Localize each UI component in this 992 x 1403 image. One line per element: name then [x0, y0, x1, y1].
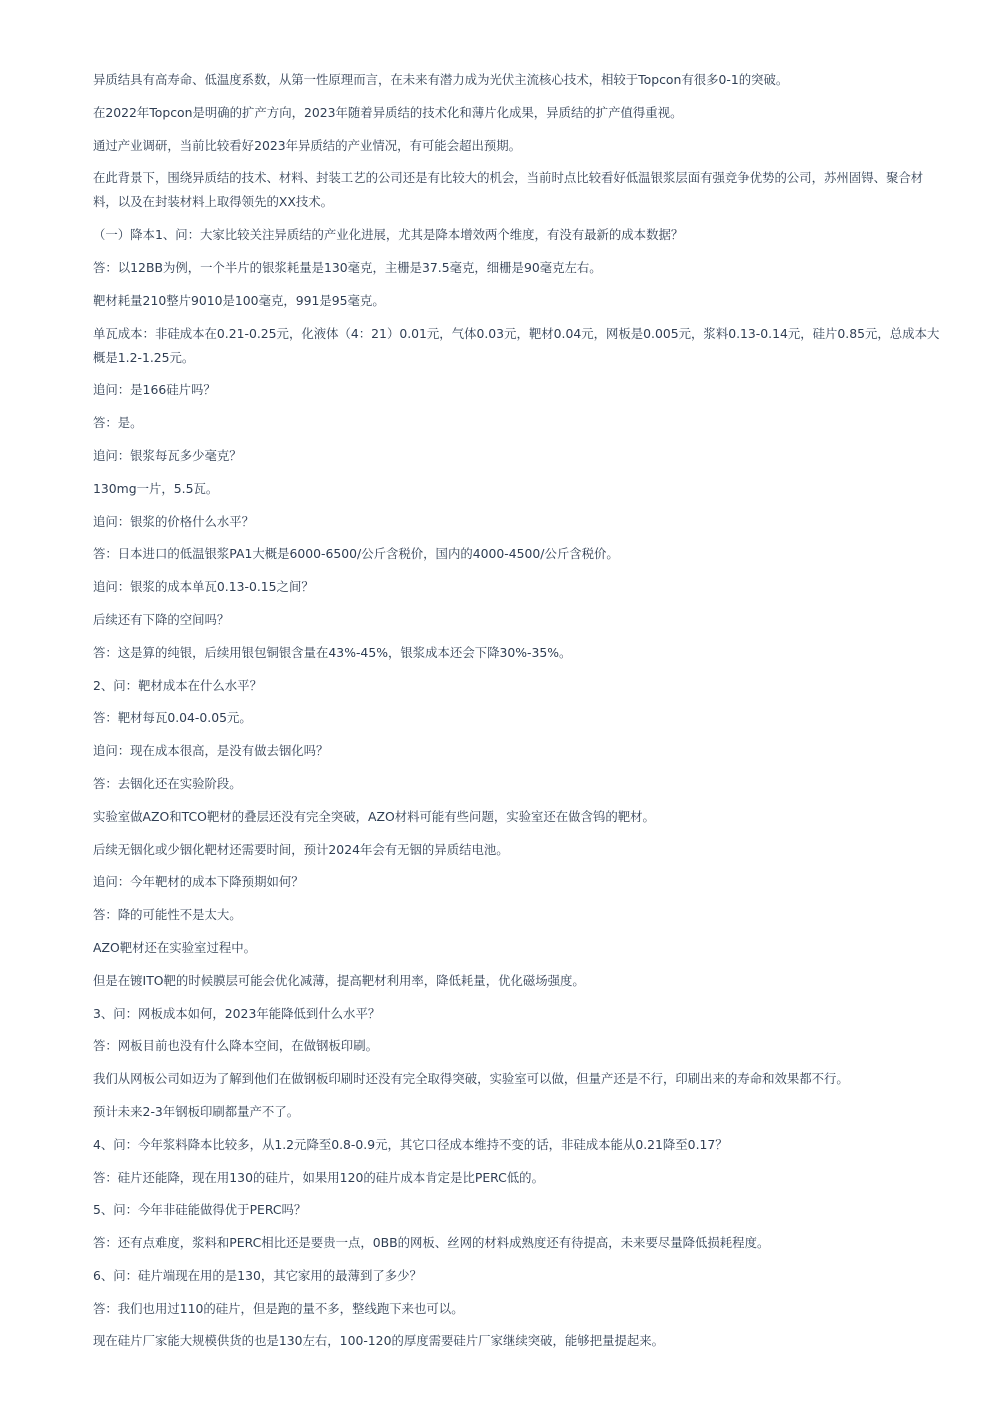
paragraph: 答：去铟化还在实验阶段。: [93, 775, 242, 791]
paragraph: 实验室做AZO和TCO靶材的叠层还没有完全突破，AZO材料可能有些问题，实验室还在做含钨的靶材。: [93, 808, 655, 824]
paragraph: AZO靶材还在实验室过程中。: [93, 939, 257, 955]
paragraph: 答：是。: [93, 415, 143, 431]
paragraph: 追问：现在成本很高，是没有做去铟化吗？: [93, 743, 329, 759]
paragraph: 追问：银浆的成本单瓦0.13-0.15之间？: [93, 579, 314, 595]
paragraph: 答：这是算的纯银，后续用银包铜银含量在43%-45%，银浆成本还会下降30%-35%。: [93, 644, 572, 660]
paragraph: 答：以12BB为例，一个半片的银浆耗量是130毫克，主栅是37.5毫克，细栅是90毫克左右。: [93, 259, 602, 275]
section-question: 6、问：硅片端现在用的是130，其它家用的最薄到了多少？: [93, 1267, 422, 1283]
paragraph: 我们从网板公司如迈为了解到他们在做钢板印刷时还没有完全取得突破，实验室可以做，但量产还是不行，印刷出来的寿命和效果都不行。: [93, 1071, 849, 1087]
paragraph: 后续无铟化或少铟化靶材还需要时间，预计2024年会有无铟的异质结电池。: [93, 841, 509, 857]
paragraph: 答：日本进口的低温银浆PA1大概是6000-6500/公斤含税价，国内的4000-4500/公斤含税价。: [93, 546, 619, 562]
paragraph: 追问：是166硅片吗？: [93, 382, 216, 398]
paragraph: 后续还有下降的空间吗？: [93, 611, 230, 627]
paragraph: 靶材耗量210整片9010是100毫克，991是95毫克。: [93, 292, 385, 308]
paragraph: 追问：银浆每瓦多少毫克？: [93, 447, 242, 463]
paragraph: 预计未来2-3年钢板印刷都量产不了。: [93, 1103, 300, 1119]
paragraph: 在2022年Topcon是明确的扩产方向，2023年随着异质结的技术化和薄片化成果，异质结的扩产值得重视。: [93, 104, 683, 120]
section-question: 4、问：今年浆料降本比较多，从1.2元降至0.8-0.9元，其它口径成本维持不变的话，非硅成本能从0.21降至0.17？: [93, 1136, 728, 1152]
paragraph: 答：降的可能性不是太大。: [93, 907, 242, 923]
paragraph: 答：我们也用过110的硅片，但是跑的量不多，整线跑下来也可以。: [93, 1300, 464, 1316]
paragraph: 130mg一片，5.5瓦。: [93, 480, 219, 496]
section-question: 2、问：靶材成本在什么水平？: [93, 677, 262, 693]
paragraph: 追问：银浆的价格什么水平？: [93, 513, 255, 529]
paragraph: 答：硅片还能降，现在用130的硅片，如果用120的硅片成本肯定是比PERC低的。: [93, 1169, 544, 1185]
paragraph: 单瓦成本：非硅成本在0.21-0.25元，化液体（4：21）0.01元，气体0.03元，靶材0.04元，网板是0.005元，浆料0.13-0.14元，硅片0.85元，总成本大概是1.2-1.25元。: [93, 325, 940, 365]
section-question: 3、问：网板成本如何，2023年能降低到什么水平？: [93, 1005, 381, 1021]
paragraph: 异质结具有高寿命、低温度系数，从第一性原理而言，在未来有潜力成为光伏主流核心技术，相较于Topcon有很多0-1的突破。: [93, 72, 789, 87]
section-question: （一）降本1、问：大家比较关注异质结的产业化进展，尤其是降本增效两个维度，有没有最新的成本数据？: [93, 227, 684, 243]
paragraph: 通过产业调研，当前比较看好2023年异质结的产业情况，有可能会超出预期。: [93, 137, 522, 153]
paragraph: 在此背景下，围绕异质结的技术、材料、封装工艺的公司还是有比较大的机会，当前时点比较看好低温银浆层面有强竞争优势的公司，苏州固锝、聚合材料，以及在封装材料上取得领先的XX技术。: [93, 170, 924, 210]
paragraph: 答：网板目前也没有什么降本空间，在做钢板印刷。: [93, 1038, 378, 1054]
paragraph: 但是在镀ITO靶的时候膜层可能会优化减薄，提高靶材利用率，降低耗量，优化磁场强度。: [93, 972, 585, 988]
paragraph: 追问：今年靶材的成本下降预期如何？: [93, 874, 304, 890]
paragraph: 现在硅片厂家能大规模供货的也是130左右，100-120的厚度需要硅片厂家继续突破，能够把量提起来。: [93, 1333, 665, 1349]
paragraph: 答：还有点难度，浆料和PERC相比还是要贵一点，0BB的网板、丝网的材料成熟度还有待提高，未来要尽量降低损耗程度。: [93, 1235, 770, 1251]
paragraph: 答：靶材每瓦0.04-0.05元。: [93, 710, 252, 726]
section-question: 5、问：今年非硅能做得优于PERC吗？: [93, 1202, 307, 1218]
